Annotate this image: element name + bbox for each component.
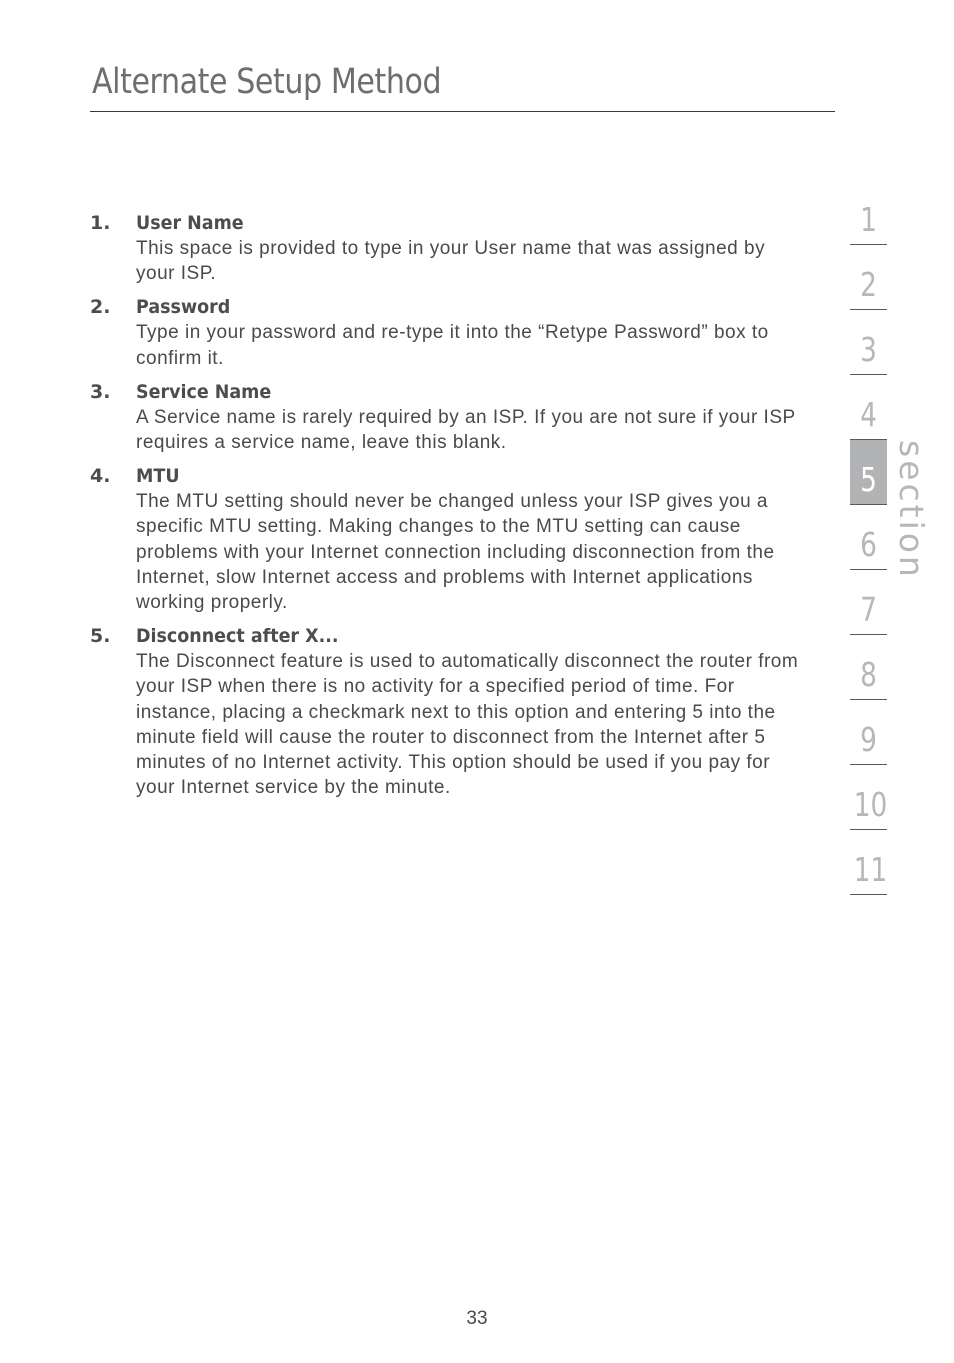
section-nav-item-active[interactable]: [850, 440, 887, 505]
item-number: 5.: [90, 625, 111, 648]
item-number: 2.: [90, 296, 111, 319]
list-item: [90, 294, 800, 370]
section-nav-item[interactable]: [850, 505, 887, 570]
section-nav-item[interactable]: [850, 635, 887, 700]
section-number: 10: [853, 785, 888, 824]
item-description: The MTU setting should never be changed unless your ISP gives you a specific MTU setting. Making changes to the MTU setting can cause problems with your Internet connection including disconnection from the Internet, slow Internet access and problems with Internet applications working properly.: [136, 491, 775, 614]
section-nav: [850, 180, 887, 895]
section-label: section: [892, 440, 931, 580]
section-number: 6: [860, 525, 877, 564]
page-title: Alternate Setup Method: [92, 62, 442, 102]
section-nav-item[interactable]: [850, 375, 887, 440]
section-nav-item[interactable]: [850, 700, 887, 765]
section-nav-item[interactable]: [850, 310, 887, 375]
section-number: 11: [853, 850, 888, 889]
item-title: MTU: [136, 465, 180, 488]
section-nav-item[interactable]: [850, 765, 887, 830]
item-title: Service Name: [136, 380, 272, 403]
item-description: Type in your password and re-type it into the “Retype Password” box to confirm it.: [136, 322, 769, 369]
section-number: 1: [860, 200, 877, 239]
section-number: 2: [860, 265, 877, 304]
item-title: Password: [136, 296, 231, 319]
section-number: 3: [860, 330, 877, 369]
section-number: 5: [860, 460, 877, 499]
item-description: A Service name is rarely required by an ISP. If you are not sure if your ISP requires a service name, leave this blank.: [136, 406, 796, 454]
list-item: [90, 623, 800, 800]
item-number: 3.: [90, 380, 111, 403]
item-title: Disconnect after X...: [136, 625, 339, 648]
section-nav-item[interactable]: [850, 245, 887, 310]
section-number: 4: [860, 395, 877, 434]
section-number: 7: [860, 590, 877, 629]
page-number: 33: [466, 1308, 488, 1329]
title-divider: [90, 111, 835, 112]
item-title: User Name: [136, 212, 244, 234]
item-number: 4.: [90, 465, 111, 488]
list-item: [90, 210, 800, 286]
section-number: 8: [860, 655, 877, 694]
item-description: The Disconnect feature is used to automatically disconnect the router from your ISP when there is no activity for a specified period of time. For instance, placing a checkmark next to this option and entering 5 into the minute field will cause the router to disconnect from the Internet after 5 minutes of no Internet activity. This option should be used if you pay for your Internet service by the minute.: [136, 651, 799, 799]
settings-list: [90, 210, 800, 808]
list-item: [90, 379, 800, 455]
section-nav-item[interactable]: [850, 830, 887, 895]
section-nav-item[interactable]: [850, 180, 887, 245]
item-number: 1.: [90, 212, 111, 234]
section-number: 9: [860, 720, 877, 759]
list-item: [90, 463, 800, 615]
section-nav-item[interactable]: [850, 570, 887, 635]
item-description: This space is provided to type in your User name that was assigned by your ISP.: [136, 238, 766, 285]
